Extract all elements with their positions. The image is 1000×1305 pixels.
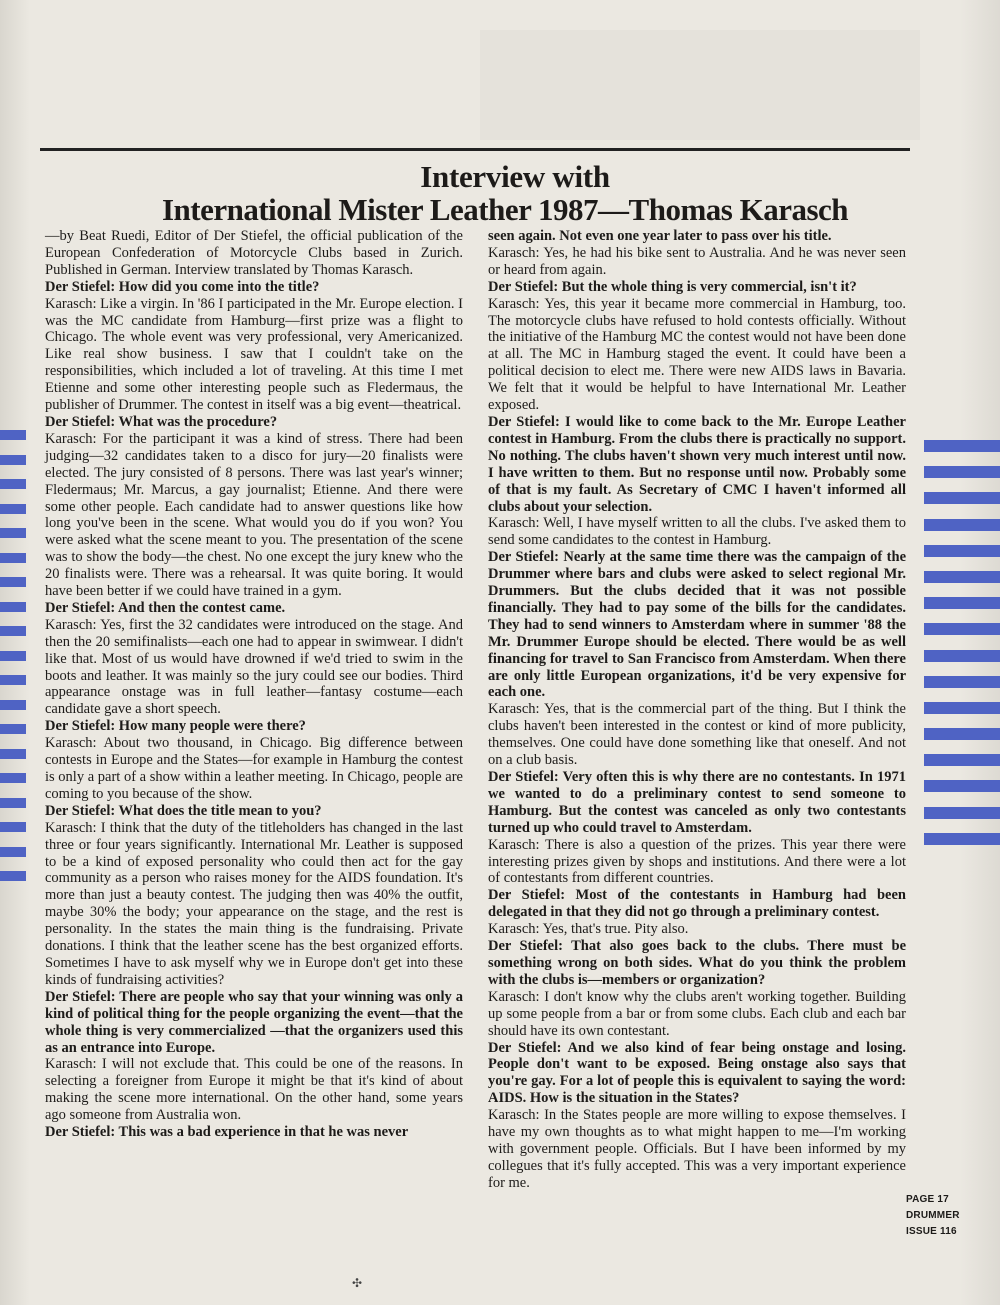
- interview-answer: Karasch: About two thousand, in Chicago. Big difference between contests in Europe and the States—for example in Hamburg the contest is only a part of a show within a leather meeting. In Chicago, people are coming to you because of the show.: [45, 735, 463, 802]
- staple-mark-icon: ✣: [352, 1276, 363, 1290]
- interview-question: seen again. Not even one year later to pass over his title.: [488, 228, 832, 244]
- interview-question: Der Stiefel: How many people were there?: [45, 718, 306, 735]
- margin-stripe: [0, 577, 26, 587]
- interview-answer: Karasch: I think that the duty of the titleholders has changed in the last three or four years significantly. International Mr. Leather is supposed to be a kind of exposed personality who could then act for the gay community as a person who raises money for the AIDS foundation. It's more than just a beauty contest. The judging then was 40% the outfit, maybe 30% the body; your appearance on the stage, and the rest is personality. In the states the main thing is the fundraising. Private donations. I think that the leather scene has the best organized efforts. Sometimes I have to ask myself why we in Europe don't get into these kinds of fundraising activities?: [45, 819, 463, 988]
- margin-stripe: [0, 430, 26, 440]
- right-margin-stripes: [924, 440, 1000, 859]
- left-text-column: [45, 228, 463, 1141]
- interview-question: Der Stiefel: And then the contest came.: [45, 599, 286, 616]
- interview-answer: Karasch: In the States people are more willing to expose themselves. I have my own thoughts as to what might happen to me—I'm working with government people. Officials. But I have been informed by my collegues that it's fully accepted. This was a very important experience for me.: [488, 1107, 906, 1191]
- margin-stripe: [924, 545, 1000, 557]
- interview-question: Der Stiefel: What was the procedure?: [45, 413, 278, 430]
- margin-stripe: [0, 847, 26, 857]
- margin-stripe: [0, 700, 26, 710]
- interview-answer: Karasch: Yes, that is the commercial part of the thing. But I think the clubs haven't been interested in the contest or kind of more publicity, themselves. One could have done something like that oneself. And not on a club basis.: [488, 701, 906, 769]
- margin-stripe: [924, 702, 1000, 714]
- interview-answer: Karasch: Like a virgin. In '86 I participated in the Mr. Europe election. I was the MC candidate from Hamburg—first prize was a flight to Chicago. The whole event was very professional, very Americanized. Like real show business. I saw that I couldn't take on the responsibilities, which included a lot of traveling. At this time I met Etienne and some other interesting people such as Fledermaus, the publisher of Drummer. The contest in itself was a big event—theatrical.: [45, 295, 463, 414]
- interview-answer: Karasch: Yes, that's true. Pity also.: [488, 921, 689, 938]
- interview-answer: Karasch: I will not exclude that. This could be one of the reasons. In selecting a foreigner from Europe it might be that it's kind of about making the scene more international. On the other hand, some years ago someone from Australia won.: [45, 1056, 463, 1124]
- issue-number: ISSUE 116: [906, 1226, 957, 1237]
- margin-stripe: [0, 602, 26, 612]
- margin-stripe: [924, 519, 1000, 531]
- margin-stripe: [924, 466, 1000, 478]
- margin-stripe: [0, 553, 26, 563]
- margin-stripe: [924, 780, 1000, 792]
- interview-question: Der Stiefel: There are people who say that your winning was only a kind of political thing for the people organizing the event—that the whole thing is very commercialized —that the organizers used this as an entrance into Europe.: [45, 988, 463, 1056]
- margin-stripe: [0, 871, 26, 881]
- interview-question: Der Stiefel: Very often this is why there are no contestants. In 1971 we wanted to do a preliminary contest to send someone to Hamburg. But the contest was canceled as only two contestants turned up who could travel to Amsterdam.: [488, 769, 906, 836]
- interview-question: Der Stiefel: That also goes back to the clubs. There must be something wrong on both sides. What do you think the problem with the clubs is—members or organization?: [488, 938, 906, 988]
- margin-stripe: [924, 623, 1000, 635]
- interview-question: Der Stiefel: This was a bad experience in that he was never: [45, 1124, 409, 1141]
- margin-stripe: [924, 650, 1000, 662]
- interview-question: Der Stiefel: And we also kind of fear being onstage and losing. People don't want to be exposed. Being onstage also says that you're gay. For a lot of people this is equivalent to saying the word: AIDS. How is the situation in the States?: [488, 1039, 906, 1107]
- margin-stripe: [0, 749, 26, 759]
- interview-question: Der Stiefel: But the whole thing is very commercial, isn't it?: [488, 278, 857, 295]
- interview-answer: Karasch: Yes, first the 32 candidates were introduced on the stage. And then the 20 semifinalists—each one had to appear in swimwear. I didn't like that. Most of us would have drowned if we'd tried to swim in the boots and leather. It was mainly so the jury could see our bodies. Third appearance onstage was in full leather—fantasy costume—each candidate gave a short speech.: [45, 616, 463, 718]
- interview-question: Der Stiefel: I would like to come back to the Mr. Europe Leather contest in Hamburg. From the clubs there is practically no support. No nothing. The clubs haven't shown very much interest until now. I have written to them. But no response until now. Probably some of that is my fault. As Secretary of CMC I haven't informed all clubs about your selection.: [488, 413, 906, 515]
- margin-stripe: [0, 724, 26, 734]
- margin-stripe: [0, 773, 26, 783]
- interview-answer: Karasch: I don't know why the clubs aren't working together. Building up some people from a bar or from some clubs. Each club and each bar should have its own contestant.: [488, 988, 906, 1039]
- article-title: [40, 160, 910, 226]
- interview-answer: Karasch: Well, I have myself written to all the clubs. I've asked them to send some candidates to the contest in Hamburg.: [488, 515, 906, 549]
- margin-stripe: [924, 676, 1000, 688]
- interview-answer: —by Beat Ruedi, Editor of Der Stiefel, the official publication of the European Confederation of Motorcycle Clubs based in Zurich. Published in German. Interview translated by Thomas Karasch.: [45, 228, 463, 278]
- margin-stripe: [924, 754, 1000, 766]
- interview-question: Der Stiefel: Nearly at the same time there was the campaign of the Drummer where bars and clubs were asked to select regional Mr. Drummers. But the clubs decided that it was not possible financially. They had to pay some of the bills for the candidates. They had to send winners to Amsterdam where in summer '88 the Mr. Drummer Europe should be elected. There would be as well financing for travel to San Francisco from Amsterdam. When there are only little European organizations, it'd be very expensive for each one.: [488, 549, 906, 701]
- title-line-1: Interview with: [420, 159, 610, 194]
- margin-stripe: [0, 626, 26, 636]
- page-number: PAGE 17: [906, 1194, 949, 1205]
- margin-stripe: [924, 492, 1000, 504]
- margin-stripe: [0, 675, 26, 685]
- page-footer: [906, 1192, 960, 1240]
- interview-answer: Karasch: For the participant it was a kind of stress. There had been judging—32 candidates taken to a disco for jury—20 finalists were elected. The jury consisted of 8 persons. There was last year's winner; Fledermaus; Mr. Marcus, a gay journalist; Etienne. And there were some other people. Each candidate had to answer questions like how long you've been in the scene. What would you do if you won? You were asked what the scene meant to you. The presentation of the scene was to show the body—the chest. No one except the jury knew who the 20 finalists were. There was a rehearsal. It was quite boring. It would have been better if we could have trained in a gym.: [45, 430, 463, 600]
- margin-stripe: [0, 798, 26, 808]
- right-text-column: [488, 228, 906, 1192]
- margin-stripe: [924, 571, 1000, 583]
- left-margin-stripes: [0, 430, 30, 896]
- margin-stripe: [0, 651, 26, 661]
- margin-stripe: [924, 728, 1000, 740]
- interview-answer: Karasch: There is also a question of the prizes. This year there were interesting prizes given by shops and institutions. And there were a lot of contestants from different countries.: [488, 836, 906, 887]
- margin-stripe: [924, 833, 1000, 845]
- interview-question: Der Stiefel: What does the title mean to you?: [45, 802, 322, 819]
- margin-stripe: [924, 440, 1000, 452]
- show-through-text-area: [480, 30, 920, 140]
- margin-stripe: [0, 455, 26, 465]
- interview-question: Der Stiefel: Most of the contestants in Hamburg had been delegated in that they did not go through a preliminary contest.: [488, 887, 906, 921]
- margin-stripe: [924, 597, 1000, 609]
- magazine-name: DRUMMER: [906, 1210, 960, 1221]
- interview-answer: Karasch: Yes, he had his bike sent to Australia. And he was never seen or heard from again.: [488, 244, 906, 278]
- margin-stripe: [0, 479, 26, 489]
- interview-answer: Karasch: Yes, this year it became more commercial in Hamburg, too. The motorcycle clubs have refused to hold contests officially. Without the initiative of the Hamburg MC the contest would not have been done at all. The MC in Hamburg staged the event. It could have been a political decision to elect me. There were new AIDS laws in Bavaria. We felt that it would be helpful to have International Mr. Leather exposed.: [488, 295, 906, 414]
- margin-stripe: [0, 822, 26, 832]
- margin-stripe: [924, 807, 1000, 819]
- title-line-2: International Mister Leather 1987—Thomas Karasch: [161, 192, 849, 227]
- margin-stripe: [0, 528, 26, 538]
- margin-stripe: [0, 504, 26, 514]
- interview-question: Der Stiefel: How did you come into the title?: [45, 278, 320, 295]
- header-rule: [40, 148, 910, 151]
